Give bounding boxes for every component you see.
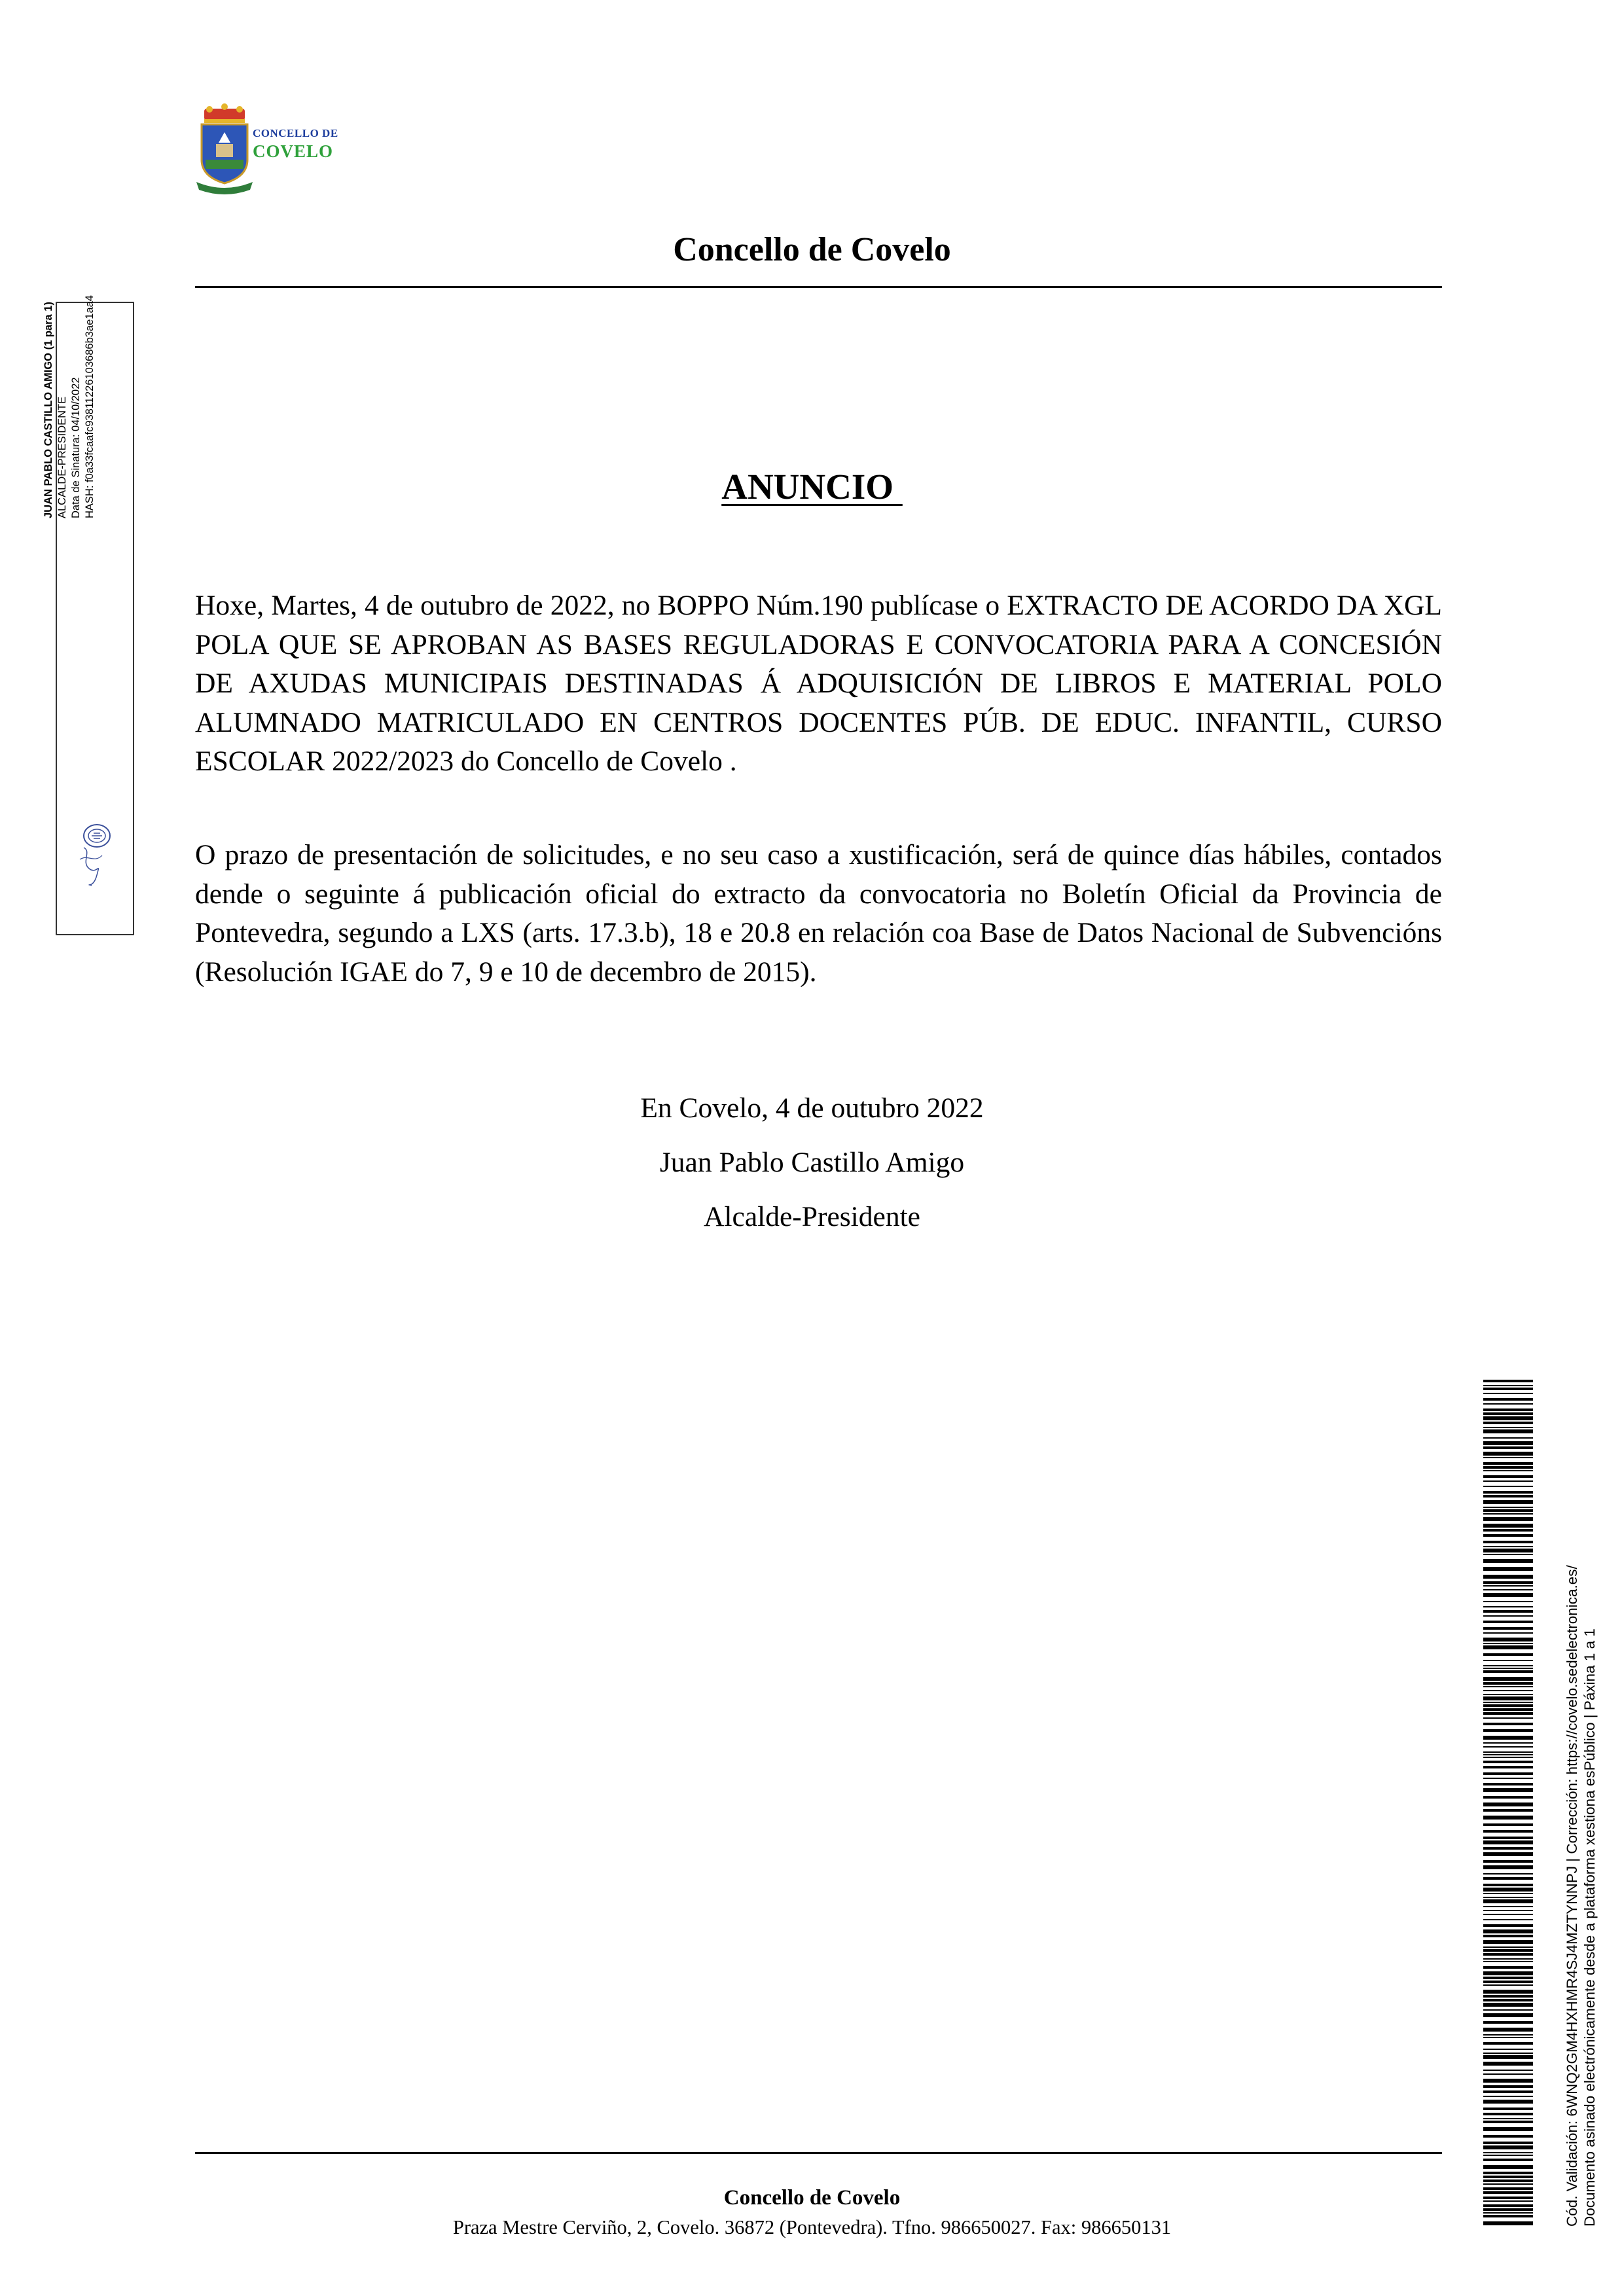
barcode-bar — [1483, 1736, 1533, 1740]
barcode-bar — [1483, 1816, 1533, 1820]
barcode-bar — [1483, 1788, 1533, 1792]
barcode-bar — [1483, 2003, 1533, 2007]
barcode-bar — [1483, 1534, 1533, 1537]
barcode-bar — [1483, 1380, 1533, 1382]
barcode-bar — [1483, 2053, 1533, 2054]
barcode-bar — [1483, 1919, 1533, 1920]
paragraph-2: O prazo de presentación de solicitudes, e no seu caso a xustificación, será de quince días hábiles, contados dende o seguinte á publicación oficial do extracto da convocatoria no Boletín Oficial da Provincia de Pontevedra, segundo a LXS (arts. 17.3.b), 18 e 20.8 en relación coa Base de Datos Nacional de Subvencións (Resolución IGAE do 7, 9 e 10 de decembro de 2015). — [195, 839, 1442, 988]
barcode-bar — [1483, 1610, 1533, 1613]
barcode-bar — [1483, 2113, 1533, 2115]
logo-line2: COVELO — [253, 141, 334, 161]
barcode-bar — [1483, 1575, 1533, 1579]
barcode-bar — [1483, 1830, 1533, 1833]
barcode-bar — [1483, 1529, 1533, 1532]
barcode-bar — [1483, 1949, 1533, 1952]
barcode-bar — [1483, 2200, 1533, 2202]
barcode-bar — [1483, 1500, 1533, 1504]
barcode-bar — [1483, 1708, 1533, 1711]
barcode-bar — [1483, 1524, 1533, 1528]
barcode-bar — [1483, 2070, 1533, 2071]
barcode-bar — [1483, 2042, 1533, 2045]
barcode-bar — [1483, 1643, 1533, 1644]
barcode-bar — [1483, 1517, 1533, 1521]
barcode-bar — [1483, 1589, 1533, 1590]
barcode-bar — [1483, 1632, 1533, 1634]
barcode-bar — [1483, 1704, 1533, 1707]
barcode-bar — [1483, 2108, 1533, 2110]
barcode-bar — [1483, 2135, 1533, 2138]
barcode-bar — [1483, 2021, 1533, 2024]
barcode-bar — [1483, 1840, 1533, 1844]
barcode-bar — [1483, 2100, 1533, 2104]
barcode-bar — [1483, 2096, 1533, 2097]
barcode-bar — [1483, 1429, 1533, 1433]
barcode-bar — [1483, 2090, 1533, 2093]
barcode-bar — [1483, 1416, 1533, 1420]
header-title: Concello de Covelo — [673, 231, 951, 268]
barcode-bar — [1483, 1466, 1533, 1469]
barcode-bar — [1483, 2037, 1533, 2038]
barcode-bar — [1483, 1803, 1533, 1806]
barcode-bar — [1483, 2179, 1533, 2182]
barcode-bar — [1483, 1897, 1533, 1898]
barcode-bar — [1483, 1742, 1533, 1744]
barcode-bar — [1483, 2034, 1533, 2036]
logo-line1: CONCELLO DE — [253, 127, 338, 139]
barcode-bar — [1483, 1585, 1533, 1587]
barcode-bar — [1483, 1593, 1533, 1597]
barcode-bar — [1483, 1729, 1533, 1732]
barcode-bar — [1483, 2009, 1533, 2011]
footer-title: Concello de Covelo — [723, 2186, 901, 2210]
barcode-bar — [1483, 1953, 1533, 1956]
barcode-bar — [1483, 1567, 1533, 1571]
barcode-bar — [1483, 2142, 1533, 2144]
barcode-bar — [1483, 1940, 1533, 1944]
barcode-bar — [1483, 1446, 1533, 1449]
footer-address: Praza Mestre Cerviño, 2, Covelo. 36872 (Pontevedra). Tfno. 986650027. Fax: 986650131 — [452, 2216, 1172, 2238]
barcode-bar — [1483, 1621, 1533, 1623]
barcode-bar — [1483, 1778, 1533, 1779]
barcode-bar — [1483, 1403, 1533, 1405]
barcode-bar — [1483, 1893, 1533, 1894]
closing-role: Alcalde-Presidente — [704, 1201, 920, 1232]
barcode-bar — [1483, 1606, 1533, 1607]
barcode-bar — [1483, 2127, 1533, 2131]
barcode-bar — [1483, 1772, 1533, 1775]
document-title-text: ANUNCIO — [721, 467, 903, 507]
barcode-bar — [1483, 1766, 1533, 1768]
barcode-bar — [1483, 1865, 1533, 1869]
barcode-bar — [1483, 1961, 1533, 1962]
barcode-bar — [1483, 1809, 1533, 1812]
barcode-bar — [1483, 2073, 1533, 2075]
barcode-bar — [1483, 1783, 1533, 1785]
barcode-bar — [1483, 2145, 1533, 2149]
barcode-bar — [1483, 1475, 1533, 1478]
barcode-bar — [1483, 1694, 1533, 1695]
barcode-bar — [1483, 1546, 1533, 1547]
validation-line-2: Documento asinado electrónicamente desde a plataforma xestiona esPúblico | Páxina 1 a 1 — [1581, 1628, 1598, 2227]
paragraph-1: Hoxe, Martes, 4 de outubro de 2022, no BOPPO Núm.190 publícase o EXTRACTO DE ACORDO DA XGL POLA QUE SE APROBAN AS BASES REGULADORAS E CONVOCATORIA PARA A CONCESIÓN DE AXUDAS MUNICIPAIS DESTINADAS Á ADQUISICIÓN DE LIBROS E MATERIAL POLO ALUMNADO MATRICULADO EN CENTROS DOCENTES PÚB. DE EDUC. INFANTIL, CURSO ESCOLAR 2022/2023 do Concello de Covelo . — [195, 590, 1442, 777]
barcode-bar — [1483, 1507, 1533, 1508]
barcode-bar — [1483, 2208, 1533, 2211]
logo — [195, 103, 346, 195]
barcode-bar — [1483, 1452, 1533, 1456]
barcode-bar — [1483, 1462, 1533, 1465]
barcode-bar — [1483, 1457, 1533, 1458]
barcode-bar — [1483, 1914, 1533, 1915]
barcode-bar — [1483, 1852, 1533, 1856]
barcode-bar — [1483, 1999, 1533, 2001]
closing-name: Juan Pablo Castillo Amigo — [659, 1147, 965, 1178]
barcode-bar — [1483, 1971, 1533, 1975]
document-title — [0, 466, 1624, 507]
closing-place-date: En Covelo, 4 de outubro 2022 — [640, 1092, 984, 1124]
header-divider — [195, 286, 1442, 288]
barcode-bar — [1483, 1549, 1533, 1552]
barcode-bar — [1483, 1935, 1533, 1937]
validation-text — [1563, 1565, 1598, 2227]
barcode-bar — [1483, 1929, 1533, 1933]
barcode-bar — [1483, 1899, 1533, 1903]
barcode-bar — [1483, 1686, 1533, 1687]
barcode-bar — [1483, 1984, 1533, 1986]
barcode-bar — [1483, 2212, 1533, 2214]
barcode-bar — [1483, 1696, 1533, 1700]
barcode-bar — [1483, 2049, 1533, 2050]
barcode-bar — [1483, 1385, 1533, 1386]
barcode-bar — [1483, 1541, 1533, 1543]
barcode-bar — [1483, 2204, 1533, 2207]
barcode-bar — [1483, 2013, 1533, 2017]
barcode-bar — [1483, 1480, 1533, 1482]
barcode-bar — [1483, 2121, 1533, 2123]
barcode-bar — [1483, 1873, 1533, 1874]
signature-hash: HASH: f0a33fcaafc93811226103686b3ae1aa4 — [84, 295, 96, 518]
barcode-bar — [1483, 1990, 1533, 1994]
barcode-bar — [1483, 1670, 1533, 1673]
barcode-bar — [1483, 1877, 1533, 1880]
barcode-bar — [1483, 1412, 1533, 1415]
barcode-bar — [1483, 1601, 1533, 1602]
barcode-bar — [1483, 2183, 1533, 2185]
barcode-bar — [1483, 1981, 1533, 1983]
barcode-bar — [1483, 1581, 1533, 1584]
barcode-bar — [1483, 2159, 1533, 2161]
barcode-bar — [1483, 1761, 1533, 1763]
barcode-bar — [1483, 1486, 1533, 1487]
barcode-bar — [1483, 1441, 1533, 1445]
barcode-bar — [1483, 2028, 1533, 2032]
barcode-bar — [1483, 1690, 1533, 1691]
barcode-bar — [1483, 1751, 1533, 1753]
barcode-bar — [1483, 1995, 1533, 1998]
barcode-bar — [1483, 2155, 1533, 2156]
barcode-bar — [1483, 1712, 1533, 1715]
barcode-bar — [1483, 2191, 1533, 2194]
barcode-bar — [1483, 1682, 1533, 1685]
barcode-bar — [1483, 1702, 1533, 1703]
barcode-bar — [1483, 2176, 1533, 2178]
barcode-bar — [1483, 1910, 1533, 1911]
barcode-bar — [1483, 1946, 1533, 1948]
barcode-bar — [1483, 1437, 1533, 1439]
barcode-bar — [1483, 1884, 1533, 1886]
barcode-bar — [1483, 1509, 1533, 1512]
barcode-bar — [1483, 2118, 1533, 2119]
barcode-bar — [1483, 1653, 1533, 1656]
barcode-bar — [1483, 2085, 1533, 2088]
barcode-bar — [1483, 1746, 1533, 1748]
barcode-bar — [1483, 1554, 1533, 1555]
barcode-bar — [1483, 1408, 1533, 1411]
footer-divider — [195, 2152, 1442, 2154]
barcode-bar — [1483, 1422, 1533, 1424]
barcode-bar — [1483, 2062, 1533, 2066]
signature-signer: JUAN PABLO CASTILLO AMIGO (1 para 1) — [43, 302, 54, 518]
barcode-bar — [1483, 1513, 1533, 1515]
barcode-bar — [1483, 2172, 1533, 2174]
barcode-bar — [1483, 1491, 1533, 1494]
barcode-bar — [1483, 1398, 1533, 1401]
barcode-bar — [1483, 1966, 1533, 1969]
barcode-bar — [1483, 1723, 1533, 1725]
barcode-bar — [1483, 1823, 1533, 1826]
barcode-bar — [1483, 1677, 1533, 1681]
barcode-bar — [1483, 1495, 1533, 1498]
barcode-bar — [1483, 1837, 1533, 1839]
barcode-bar — [1483, 2215, 1533, 2217]
barcode-bar — [1483, 1665, 1533, 1666]
barcode-bar — [1483, 2079, 1533, 2083]
barcode-bar — [1483, 1796, 1533, 1799]
barcode-bar — [1483, 1645, 1533, 1649]
barcode-bar — [1483, 1388, 1533, 1390]
barcode-bar — [1483, 1393, 1533, 1394]
barcode-bar — [1483, 2197, 1533, 2199]
barcode-bar — [1483, 2187, 1533, 2190]
barcode-bar — [1483, 1559, 1533, 1563]
validation-line-1: Cód. Validación: 6WNQ2GM4HXHMR4SJ4MZTYNNPJ | Corrección: https://covelo.sedelectronica.es/ — [1564, 1565, 1580, 2227]
barcode-bar — [1483, 1757, 1533, 1758]
barcode-bar — [1483, 2165, 1533, 2169]
barcode-bar — [1483, 1906, 1533, 1907]
barcode-bar — [1483, 1977, 1533, 1979]
barcode-bar — [1483, 1668, 1533, 1669]
barcode-bar — [1483, 2055, 1533, 2059]
signature-seal-icon — [72, 821, 118, 887]
barcode-bar — [1483, 1638, 1533, 1641]
barcode-bar — [1483, 2152, 1533, 2153]
signature-role: ALCALDE-PRESIDENTE — [56, 396, 68, 518]
barcode-bar — [1483, 1754, 1533, 1755]
coat-of-arms-icon — [195, 103, 254, 195]
barcode-bar — [1483, 2221, 1533, 2225]
barcode-icon — [1483, 1380, 1533, 2231]
barcode-bar — [1483, 1615, 1533, 1617]
barcode-bar — [1483, 1717, 1533, 1719]
barcode-bar — [1483, 1427, 1533, 1428]
barcode-bar — [1483, 1888, 1533, 1892]
barcode-bar — [1483, 1627, 1533, 1630]
barcode-bar — [1483, 1958, 1533, 1960]
signature-date: Data de Sinatura: 04/10/2022 — [70, 377, 82, 518]
barcode-bar — [1483, 1924, 1533, 1927]
barcode-bar — [1483, 1847, 1533, 1850]
barcode-bar — [1483, 1470, 1533, 1471]
barcode-bar — [1483, 1860, 1533, 1863]
barcode-bar — [1483, 1660, 1533, 1661]
